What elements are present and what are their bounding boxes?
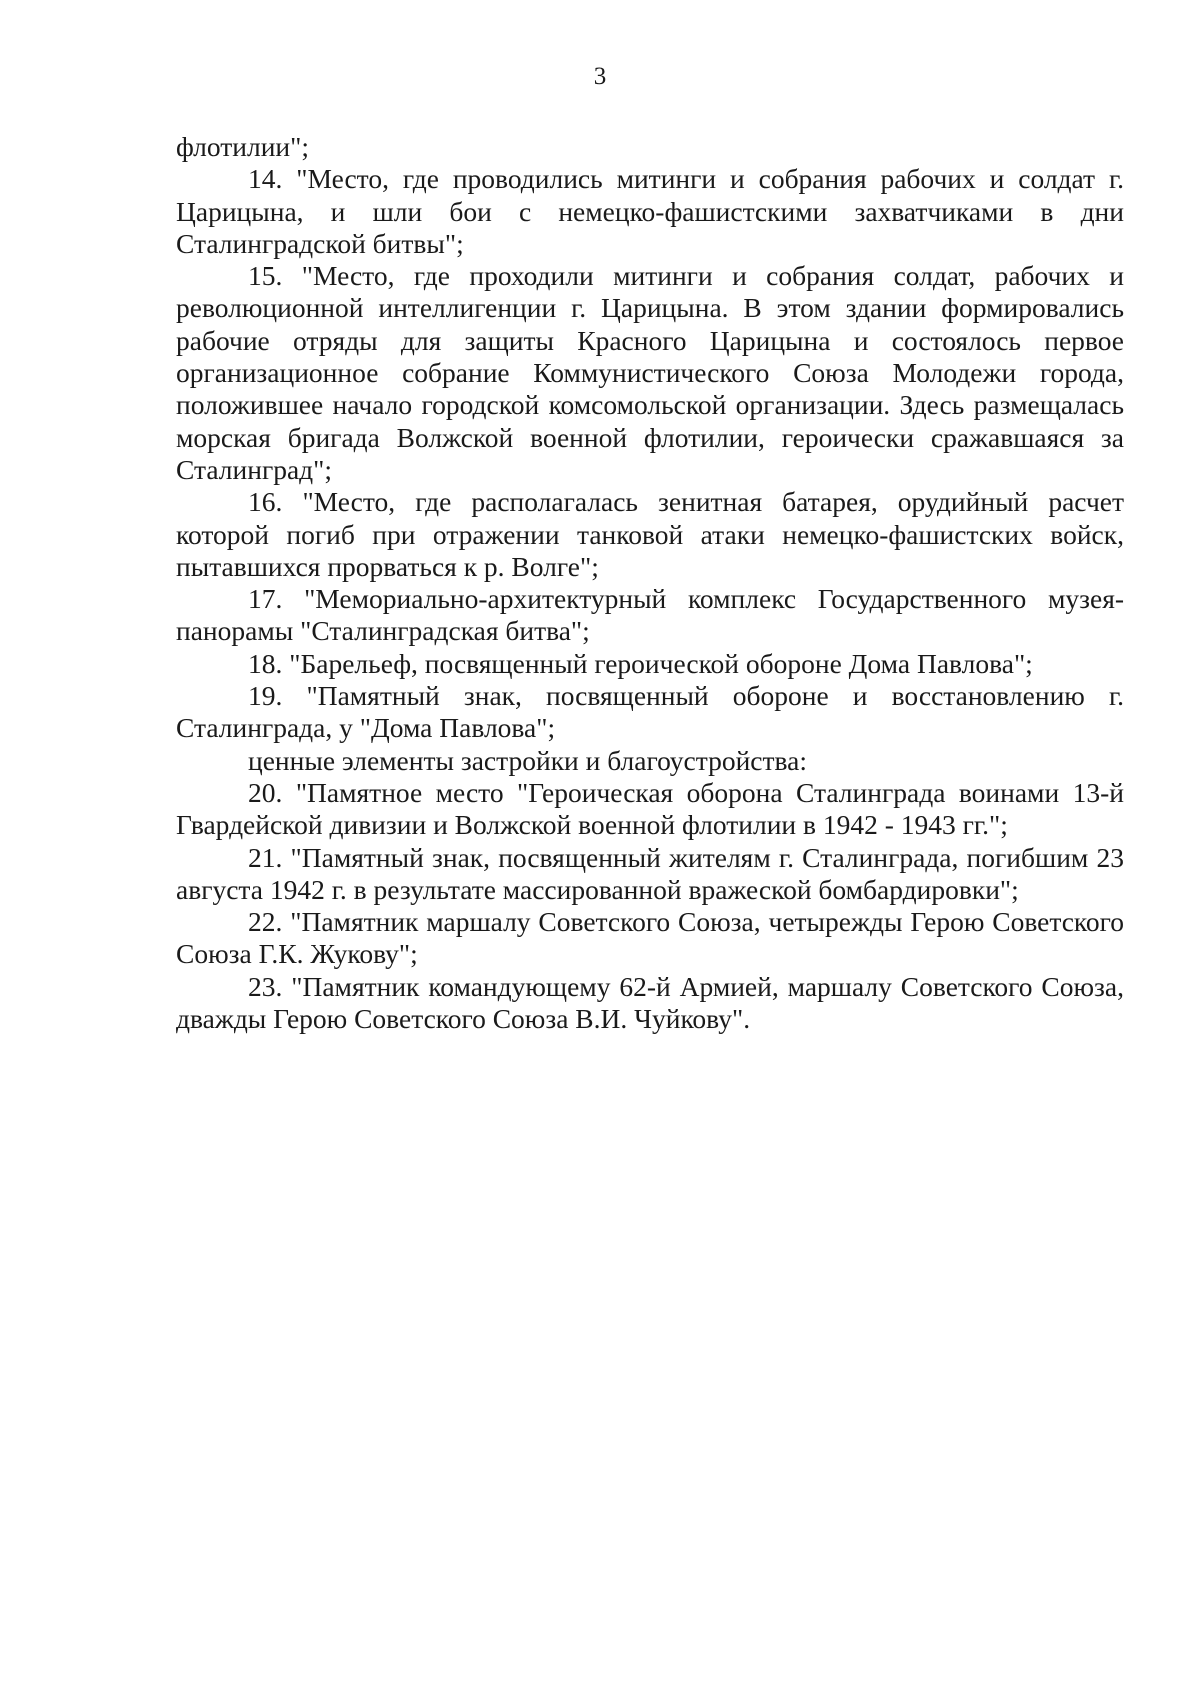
document-body bbox=[176, 131, 1124, 1035]
page-number: 3 bbox=[593, 63, 607, 90]
paragraph-continuation: флотилии"; bbox=[176, 131, 310, 162]
list-item-23: 23. "Памятник командующему 62-й Армией, маршалу Советского Союза, дважды Герою Советского Союза В.И. Чуйкову". bbox=[176, 970, 1124, 1035]
list-item-14: 14. "Место, где проводились митинги и собрания рабочих и солдат г. Царицына, и шли бои с немецко-фашистскими захватчиками в дни Сталинградской битвы"; bbox=[176, 163, 1124, 259]
list-item-18: 18. "Барельеф, посвященный героической обороне Дома Павлова"; bbox=[248, 647, 1033, 679]
list-item-21: 21. "Памятный знак, посвященный жителям г. Сталинграда, погибшим 23 августа 1942 г. в результате массированной вражеской бомбардировки"; bbox=[176, 841, 1124, 905]
list-item-20: 20. "Памятное место "Героическая оборона Сталинграда воинами 13-й Гвардейской дивизии и Волжской военной флотилии в 1942 - 1943 гг."; bbox=[176, 776, 1124, 841]
list-item-17: 17. "Мемориально-архитектурный комплекс Государственного музея-панорамы "Сталинградская битва"; bbox=[176, 583, 1124, 647]
list-item-19: 19. "Памятный знак, посвященный обороне и восстановлению г. Сталинграда, у "Дома Павлова"; bbox=[176, 680, 1124, 744]
section-heading: ценные элементы застройки и благоустройства: bbox=[248, 744, 807, 776]
list-item-15: 15. "Место, где проходили митинги и собрания солдат, рабочих и революционной интеллигенции г. Царицына. В этом здании формировались рабочие отряды для защиты Красного Царицына и состоялось первое организационное собрание Коммунистического Союза Молодежи города, положившее начало городской комсомольской организации. Здесь размещалась морская бригада Волжской военной флотилии, героически сражавшаяся за Сталинград"; bbox=[176, 260, 1124, 485]
list-item-22: 22. "Памятник маршалу Советского Союза, четырежды Герою Советского Союза Г.К. Жукову"; bbox=[176, 906, 1124, 970]
list-item-16: 16. "Место, где располагалась зенитная батарея, орудийный расчет которой погиб при отражении танковой атаки немецко-фашистских войск, пытавшихся прорваться к р. Волге"; bbox=[176, 486, 1124, 582]
